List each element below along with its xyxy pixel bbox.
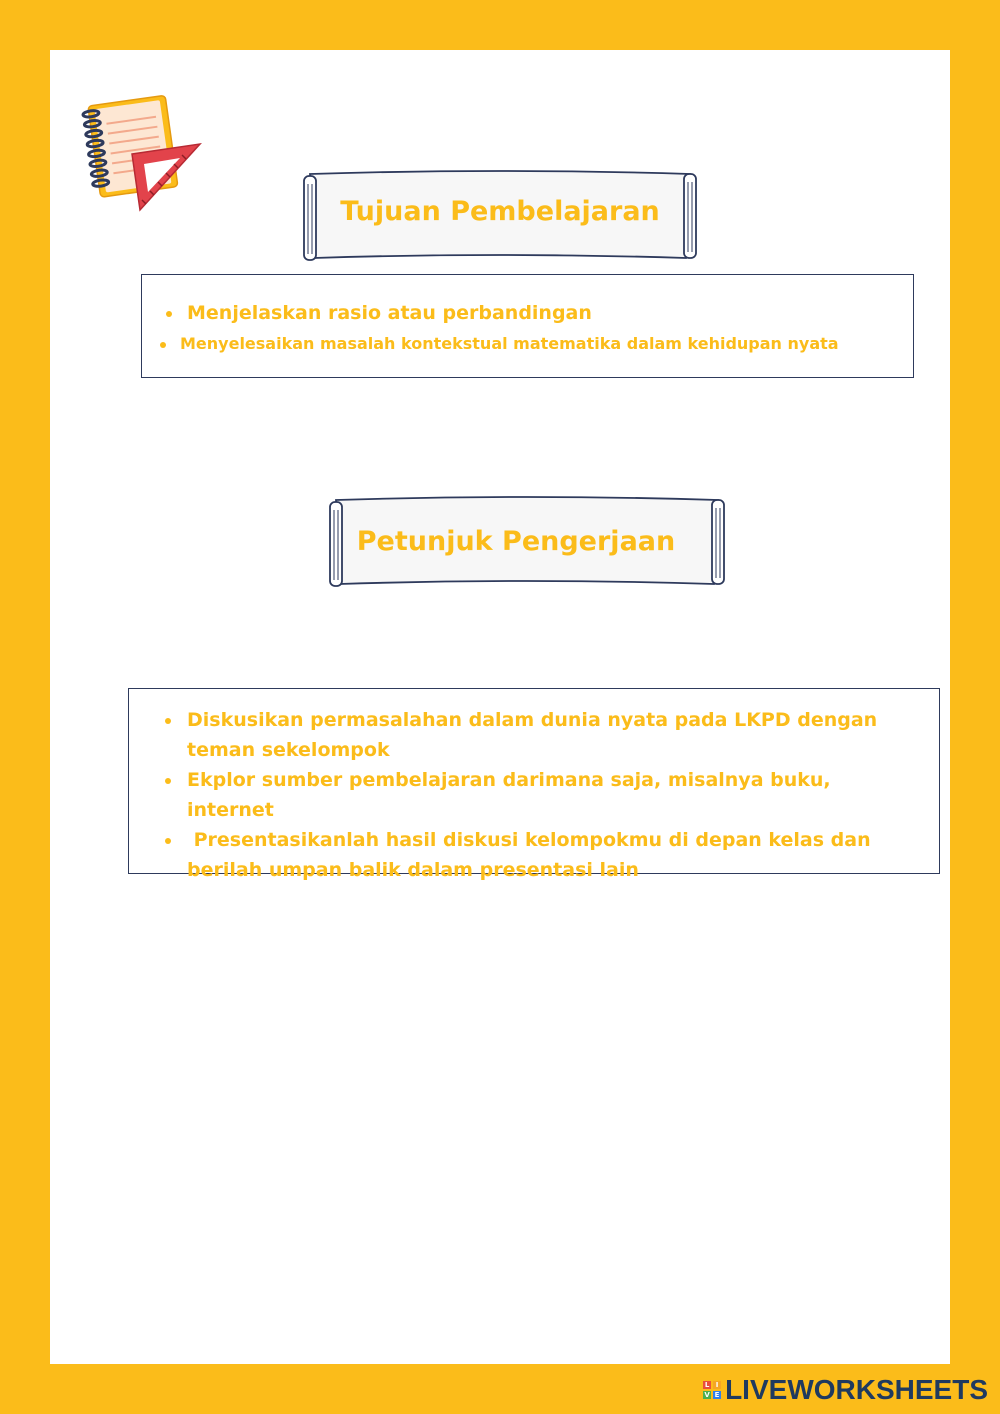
instruction-item: Presentasikanlah hasil diskusi kelompokmu di depan kelas dan berilah umpan balik dalam presentasi lain bbox=[129, 825, 939, 885]
instruction-item: Ekplor sumber pembelajaran darimana saja, misalnya buku, internet bbox=[129, 765, 939, 825]
liveworksheets-logo-icon: L I V E bbox=[704, 1381, 720, 1399]
instructions-list bbox=[129, 705, 939, 885]
section2-title: Petunjuk Pengerjaan bbox=[356, 526, 676, 557]
section1-title: Tujuan Pembelajaran bbox=[340, 196, 660, 227]
objective-item: Menyelesaikan masalah kontekstual matematika dalam kehidupan nyata bbox=[142, 331, 913, 357]
liveworksheets-watermark bbox=[703, 1374, 988, 1406]
section1-banner bbox=[300, 170, 700, 264]
instructions-box bbox=[128, 688, 940, 881]
objectives-box bbox=[141, 274, 914, 378]
objective-item: Menjelaskan rasio atau perbandingan bbox=[142, 299, 913, 327]
instruction-item: Diskusikan permasalahan dalam dunia nyata pada LKPD dengan teman sekelompok bbox=[129, 705, 939, 765]
section2-banner bbox=[326, 496, 728, 590]
objectives-list bbox=[142, 299, 913, 357]
watermark-text: LIVEWORKSHEETS bbox=[725, 1374, 988, 1405]
notebook-ruler-icon bbox=[80, 92, 204, 214]
